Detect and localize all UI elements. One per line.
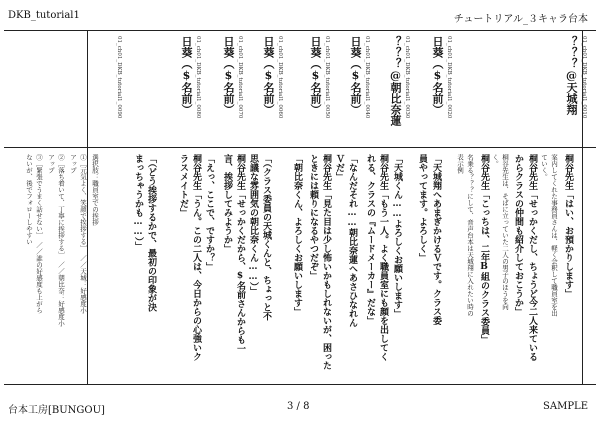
entry-name: ？？？@朝比奈蓮 xyxy=(389,36,402,126)
footer-publisher: 台本工房[BUNGOU] xyxy=(8,405,105,416)
entry-line: 「なんだそれ……朝比奈蓮へあさひなれん xyxy=(347,154,357,327)
sheet-top-rule xyxy=(4,30,596,31)
entry-line: 桐谷先生「こっちは、二年B組のクラス委員」 xyxy=(479,154,489,344)
choice-option-2-cont: アップ xyxy=(47,154,55,174)
entry-line: からクラスの仲間も紹介しておこうか」 xyxy=(513,154,523,316)
entry-tag: 01_ch01_DKB_tutorial1_0080 xyxy=(195,36,201,119)
entry-line: 桐谷先生「見た目は少し怖いかもしれないが、困った xyxy=(321,154,331,370)
entry-name: 日葵（$名前） xyxy=(349,36,362,115)
entry-line: 表示例 xyxy=(456,154,464,174)
entry-line: 桐谷先生は、そばに立っていた二人の男子のほうを向 xyxy=(501,154,509,310)
entry-tag: 01_ch01_DKB_tutorial1_0060 xyxy=(277,36,283,119)
entry-line: 桐谷先生「はい、お預かりします」 xyxy=(563,154,573,298)
entry-line: く。 xyxy=(491,154,499,167)
sheet-name-rule xyxy=(4,147,596,148)
entry-line: ときには頼りになるやつだぞ」 xyxy=(308,154,318,280)
entry-line: 桐谷先生「もう一人。よく職員室にも顔を出してく xyxy=(378,154,388,361)
entry-name: 日葵（$名前） xyxy=(180,36,193,115)
entry-tag: 01_ch01_DKB_tutorial1_0040 xyxy=(364,36,370,119)
entry-name: 日葵（$名前） xyxy=(262,36,275,115)
entry-line: 桐谷先生「せっかくだから、$名前さんからも一 xyxy=(235,154,245,353)
entry-name: ？？？@天城翔 xyxy=(565,36,578,115)
entry-line: ラスメイトだ」 xyxy=(178,154,188,217)
entry-line: 桐谷先生「せっかくだし、ちょうど今二人来ている xyxy=(527,154,537,361)
entry-line: れる、クラスの『ムードメーカー』だな」 xyxy=(365,154,375,325)
entry-line: 思議な雰囲気の朝比奈くん……）」 xyxy=(248,154,258,296)
choice-option-3-cont: ないが、後でフォローしやすい xyxy=(25,154,33,245)
header-title: チュートリアル_３キャラ台本 xyxy=(453,14,588,25)
entry-line: 「朝比奈くん、よろしくお願いします」 xyxy=(292,154,302,316)
choice-option-1-cont: アップ xyxy=(69,154,77,174)
script-sheet xyxy=(4,30,596,385)
footer-sample-label: SAMPLE xyxy=(543,401,588,412)
entry-line: 「（どう挨拶するかで、最初の印象が決 xyxy=(146,154,156,312)
entry-line: 員やってます。よろしく」 xyxy=(417,154,427,262)
entry-tag: 01_ch01_DKB_tutorial1_0050 xyxy=(324,36,330,119)
entry-tag: 01_ch01_DKB_tutorial1_0020 xyxy=(446,36,452,119)
entry-name: 日葵（$名前） xyxy=(309,36,322,115)
entry-line: 名乗る？？？にして、音声台本は天城翔に入れたい時の xyxy=(466,154,474,317)
entry-tag: 01_ch01_DKB_tutorial1_0090 xyxy=(116,36,122,119)
entry-line: ていく。 xyxy=(540,154,548,180)
entry-name: 日葵（$名前） xyxy=(222,36,235,115)
entry-name: 日葵（$名前） xyxy=(431,36,444,115)
entry-line: 「（クラス委員の天城くんと、ちょっと不 xyxy=(261,154,271,321)
entry-line: Ｖだ」 xyxy=(334,154,344,181)
entry-tag: 01_ch01_DKB_tutorial1_0030 xyxy=(404,36,410,119)
entry-line: 「天城翔へあまぎかけるＶです。クラス委 xyxy=(431,154,441,325)
header-doc-id: DKB_tutorial1 xyxy=(8,10,80,21)
page-number: 3 / 8 xyxy=(287,401,310,412)
choice-option-3: ③［緊張でうまく話せない］ ／／誰の好感度も上がら xyxy=(35,154,43,314)
entry-line: 「えっ、ここで、ですか？」 xyxy=(204,154,214,271)
entry-line: 「天城くん……よろしくお願いします」 xyxy=(392,154,402,318)
choice-option-1: ①［元気よく、笑顔で挨拶する］ ／／天城：好感度小 xyxy=(79,154,87,314)
entry-tag: 01_ch01_DKB_tutorial1_0010 xyxy=(581,36,587,119)
entry-line: まっちゃうかも……）」 xyxy=(133,154,143,251)
sheet-bottom-rule xyxy=(4,384,596,385)
entry-line: 言、挨拶してみようか」 xyxy=(222,154,232,253)
choice-option-2: ②［落ち着いて、丁寧に挨拶する］ ／／朝比奈：好感度小 xyxy=(57,154,65,327)
entry-tag: 01_ch01_DKB_tutorial1_0070 xyxy=(237,36,243,119)
choice-heading: 選択肢：職員室での挨拶 xyxy=(91,154,99,226)
entry-line: 桐谷先生「うん。この二人は、今日からの心強いク xyxy=(191,154,201,361)
entry-line: 案内してくれた事務員さんは、軽く会釈して職員室を出 xyxy=(550,154,558,317)
